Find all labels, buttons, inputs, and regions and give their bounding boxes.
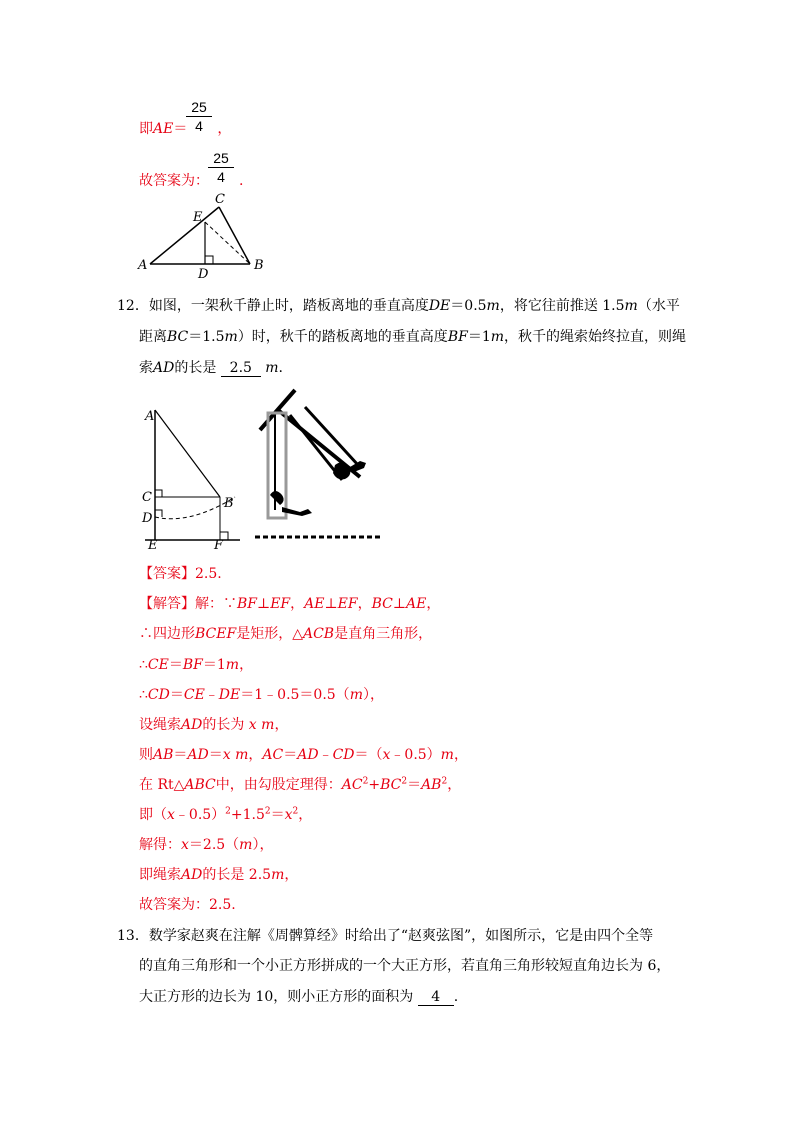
unit: m: [349, 687, 363, 703]
var: x: [222, 747, 231, 763]
q12-line-3: [139, 357, 283, 377]
text: ＝0.5: [450, 298, 487, 314]
text: ＝2.5（: [188, 837, 240, 853]
var: BCEF: [195, 626, 237, 642]
swing-arc: [155, 497, 235, 519]
var: BC: [380, 777, 402, 793]
solution-line-7: [139, 774, 461, 794]
solution-line-2: [139, 623, 432, 643]
text: 解：∵: [195, 596, 237, 612]
text: 设绳索: [139, 717, 181, 733]
label-d: D: [198, 267, 209, 280]
var: DE: [428, 298, 451, 314]
segment-cb: [219, 207, 250, 264]
solution-line-4: [139, 684, 384, 704]
var: CE: [183, 687, 205, 703]
text: ﹣0.5）: [174, 807, 226, 823]
fraction-denominator: 4: [217, 169, 225, 185]
text: （水平: [637, 298, 680, 314]
text: ＝: [208, 747, 223, 763]
text: ＝1: [467, 329, 491, 345]
segment-ac: [150, 207, 219, 264]
var: x: [167, 807, 175, 823]
text: .: [278, 360, 283, 376]
label-f: F: [214, 538, 224, 550]
exponent: 2: [292, 806, 299, 817]
unit: m: [486, 298, 500, 314]
var: x: [382, 747, 391, 763]
exponent: 2: [225, 806, 231, 817]
text: ∴: [139, 687, 148, 703]
exponent: 2: [362, 776, 369, 787]
text: ﹣0.5）: [390, 747, 441, 763]
unit: m: [239, 837, 253, 853]
label-a: A: [138, 258, 148, 273]
text: ＝: [169, 687, 184, 703]
text: +1.5: [230, 807, 265, 823]
text: 索: [139, 360, 153, 376]
var: CD: [147, 687, 170, 703]
text: ﹣: [318, 747, 333, 763]
label-e: E: [148, 538, 158, 550]
right-angle-mark: [205, 256, 213, 264]
swing-rest-frame: [268, 413, 286, 518]
var: AD: [181, 717, 203, 733]
q13-line-1: [117, 925, 653, 945]
text: +: [368, 777, 381, 793]
text: .: [239, 173, 244, 189]
text: 即: [139, 121, 153, 137]
unit: m: [235, 747, 249, 763]
label-e: E: [193, 210, 203, 225]
text: 距离: [139, 329, 167, 345]
unit: m: [225, 657, 240, 673]
var: AD: [187, 747, 209, 763]
var: BC: [167, 329, 189, 345]
right-angle-c: [155, 490, 162, 497]
var: x: [181, 837, 189, 853]
var: x: [248, 717, 257, 733]
text: 的长为: [202, 717, 245, 733]
text: ＝: [283, 747, 298, 763]
rope-ab: [155, 410, 220, 497]
var: AE: [406, 596, 427, 612]
text: ，秋千的绳索始终拉直，则绳: [504, 329, 687, 345]
symbol: ⊥: [257, 596, 271, 612]
answer-blank: 4: [418, 989, 454, 1006]
label-c: C: [142, 490, 152, 505]
var: CE: [147, 657, 169, 673]
text: ＝: [270, 807, 285, 823]
text: 则: [139, 747, 153, 763]
fraction-answer: [208, 150, 234, 185]
segment-eb-dashed: [205, 222, 250, 264]
label-a: A: [145, 409, 155, 424]
text: .: [453, 989, 459, 1005]
text: 的长是: [174, 360, 217, 376]
fraction-numerator: 25: [208, 150, 234, 168]
solution-line-1: [139, 593, 440, 613]
text: ，: [357, 596, 372, 612]
var: BC: [371, 596, 393, 612]
text: ，: [239, 657, 254, 673]
var: AE: [304, 596, 325, 612]
var: ACB: [302, 626, 335, 642]
text: ＝1: [202, 657, 226, 673]
solution-line-8: [139, 804, 312, 824]
text: ＝: [173, 121, 188, 137]
solution-line-11: [139, 894, 236, 914]
swing-frame-top: [260, 390, 295, 430]
unit: m: [271, 867, 285, 883]
text: ，: [290, 596, 305, 612]
text: ，: [453, 747, 468, 763]
text: ＝: [168, 657, 183, 673]
symbol: ⊥: [392, 596, 407, 612]
text: ，将它往前推送 1.5: [499, 298, 625, 314]
text: ），: [362, 687, 384, 703]
exponent: 2: [441, 776, 448, 787]
label-b: B: [224, 496, 234, 511]
var: AC: [262, 747, 284, 763]
text: 即（: [139, 807, 167, 823]
var: AB: [421, 777, 442, 793]
fraction-numerator: 25: [186, 99, 212, 117]
solution-line-3: [139, 654, 253, 674]
var: ABC: [184, 777, 216, 793]
text: ＝: [173, 747, 188, 763]
text: ＝（: [354, 747, 383, 763]
var: AE: [153, 121, 174, 137]
solution-line-9: [139, 834, 273, 854]
text: 是矩形，△: [236, 626, 303, 642]
exponent: 2: [401, 776, 408, 787]
text: ，: [248, 747, 263, 763]
answer-tag: 【答案】: [139, 566, 195, 582]
solve-tag: 【解答】: [139, 596, 195, 612]
text: 在 Rt△: [139, 777, 185, 793]
var: AD: [181, 867, 203, 883]
text: ）时，秋千的踏板离地的垂直高度: [237, 329, 448, 345]
text: 13．数学家赵爽在注解《周髀算经》时给出了“赵爽弦图”，如图所示，它是由四个全等: [117, 928, 654, 944]
symbol: ⊥: [324, 596, 338, 612]
var: EF: [337, 596, 358, 612]
text: ∴四边形: [139, 626, 195, 642]
swing-diagram: [140, 400, 250, 550]
text: ，: [217, 121, 232, 137]
text: 的长是 2.5: [202, 867, 272, 883]
var: BF: [182, 657, 203, 673]
var: AC: [341, 777, 363, 793]
unit: m: [265, 360, 279, 376]
var: BF: [447, 329, 468, 345]
var: EF: [270, 596, 291, 612]
var: DE: [218, 687, 241, 703]
label-b: B: [254, 258, 264, 273]
exponent: 2: [264, 806, 271, 817]
text: 故答案为：: [139, 173, 209, 189]
text: ﹣: [204, 687, 219, 703]
solution-line-10: [139, 864, 298, 884]
child-figure-rest: [270, 491, 284, 505]
unit: m: [261, 717, 275, 733]
right-angle-d: [155, 510, 162, 517]
unit: m: [440, 747, 454, 763]
text: 如图，一架秋千静止时，踏板离地的垂直高度: [148, 298, 429, 314]
unit: m: [224, 329, 238, 345]
text: ＝: [407, 777, 422, 793]
answer-value: 2.5.: [195, 566, 222, 582]
text: 故答案为：2.5.: [139, 897, 236, 913]
text: ），: [252, 837, 274, 853]
var: AD: [153, 360, 175, 376]
var: BF: [237, 596, 258, 612]
answer-line: [139, 563, 222, 583]
text: 即绳索: [139, 867, 181, 883]
text: ，: [426, 596, 441, 612]
text: 解得：: [139, 837, 181, 853]
question-number: 12．: [117, 298, 149, 314]
text: ∴: [139, 657, 148, 673]
text: ，: [284, 867, 299, 883]
text: 大正方形的边长为 10，则小正方形的面积为: [139, 989, 414, 1005]
q12-line-2: [139, 326, 686, 346]
text: ，: [447, 777, 462, 793]
unit: m: [624, 298, 638, 314]
swing-illustration: [250, 385, 390, 545]
fraction-denominator: 4: [195, 118, 203, 134]
var: x: [284, 807, 293, 823]
triangle-figure: [130, 190, 290, 280]
solution-line-5: [139, 714, 288, 734]
text: ，: [298, 807, 313, 823]
text: 中，由勾股定理得：: [215, 777, 342, 793]
text: 的直角三角形和一个小正方形拼成的一个大正方形，若直角三角形较短直角边长为 6，: [139, 958, 671, 974]
text: ，: [274, 717, 289, 733]
solution-line-6: [139, 744, 468, 764]
var: CD: [332, 747, 355, 763]
q13-line-2: [139, 955, 670, 975]
fraction-ae: [186, 99, 212, 134]
var: AB: [153, 747, 174, 763]
q13-line-3: [139, 986, 458, 1006]
text: 是直角三角形，: [334, 626, 433, 642]
unit: m: [490, 329, 505, 345]
label-d: D: [142, 511, 153, 526]
q12-line-1: [117, 295, 680, 315]
text: ＝1﹣0.5＝0.5（: [240, 687, 350, 703]
answer-blank: 2.5: [221, 360, 261, 377]
text: ＝1.5: [188, 329, 225, 345]
var: AD: [297, 747, 319, 763]
label-c: C: [215, 192, 225, 207]
